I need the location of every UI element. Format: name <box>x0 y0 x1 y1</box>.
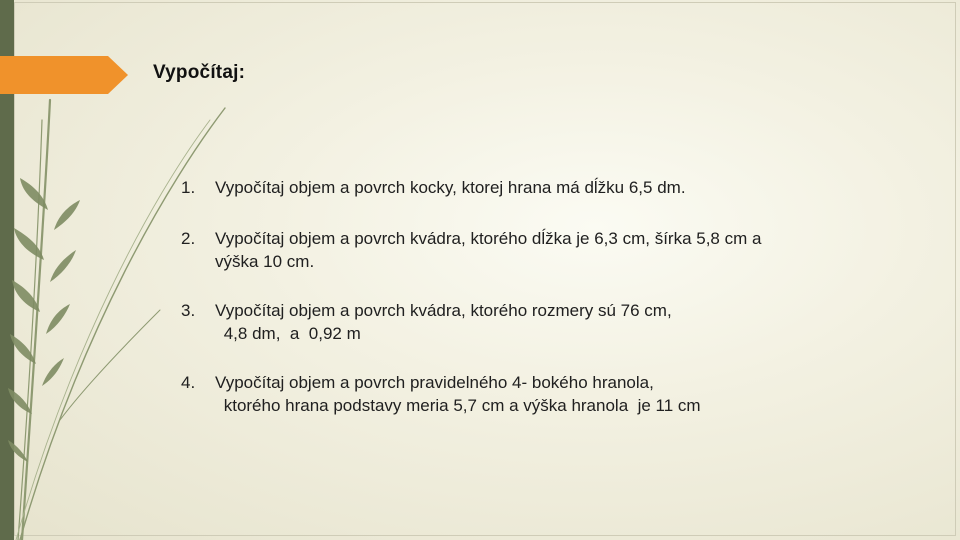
task-item-1 <box>181 176 901 199</box>
task-text-line1: Vypočítaj objem a povrch pravidelného 4- bokého hranola, <box>215 373 654 392</box>
task-text-line2: výška 10 cm. <box>215 252 315 271</box>
task-item-4 <box>181 371 901 417</box>
task-text-line1: Vypočítaj objem a povrch kvádra, ktorého dĺžka je 6,3 cm, šírka 5,8 cm a <box>215 229 762 248</box>
task-item-3 <box>181 299 901 345</box>
task-item-2 <box>181 227 901 273</box>
task-text-line1: Vypočítaj objem a povrch kvádra, ktorého rozmery sú 76 cm, <box>215 301 672 320</box>
task-text-line2: ktorého hrana podstavy meria 5,7 cm a výška hranola je 11 cm <box>219 396 701 415</box>
task-number: 2. <box>181 229 196 248</box>
task-list <box>181 176 901 417</box>
task-text-line1: Vypočítaj objem a povrch kocky, ktorej hrana má dĺžku 6,5 dm. <box>215 178 686 197</box>
slide-title: Vypočítaj: <box>153 62 246 83</box>
task-number: 4. <box>181 373 196 392</box>
title-tab-arrow <box>0 56 128 94</box>
task-text-line2: 4,8 dm, a 0,92 m <box>219 324 361 343</box>
task-number: 3. <box>181 301 196 320</box>
task-number: 1. <box>181 178 196 197</box>
